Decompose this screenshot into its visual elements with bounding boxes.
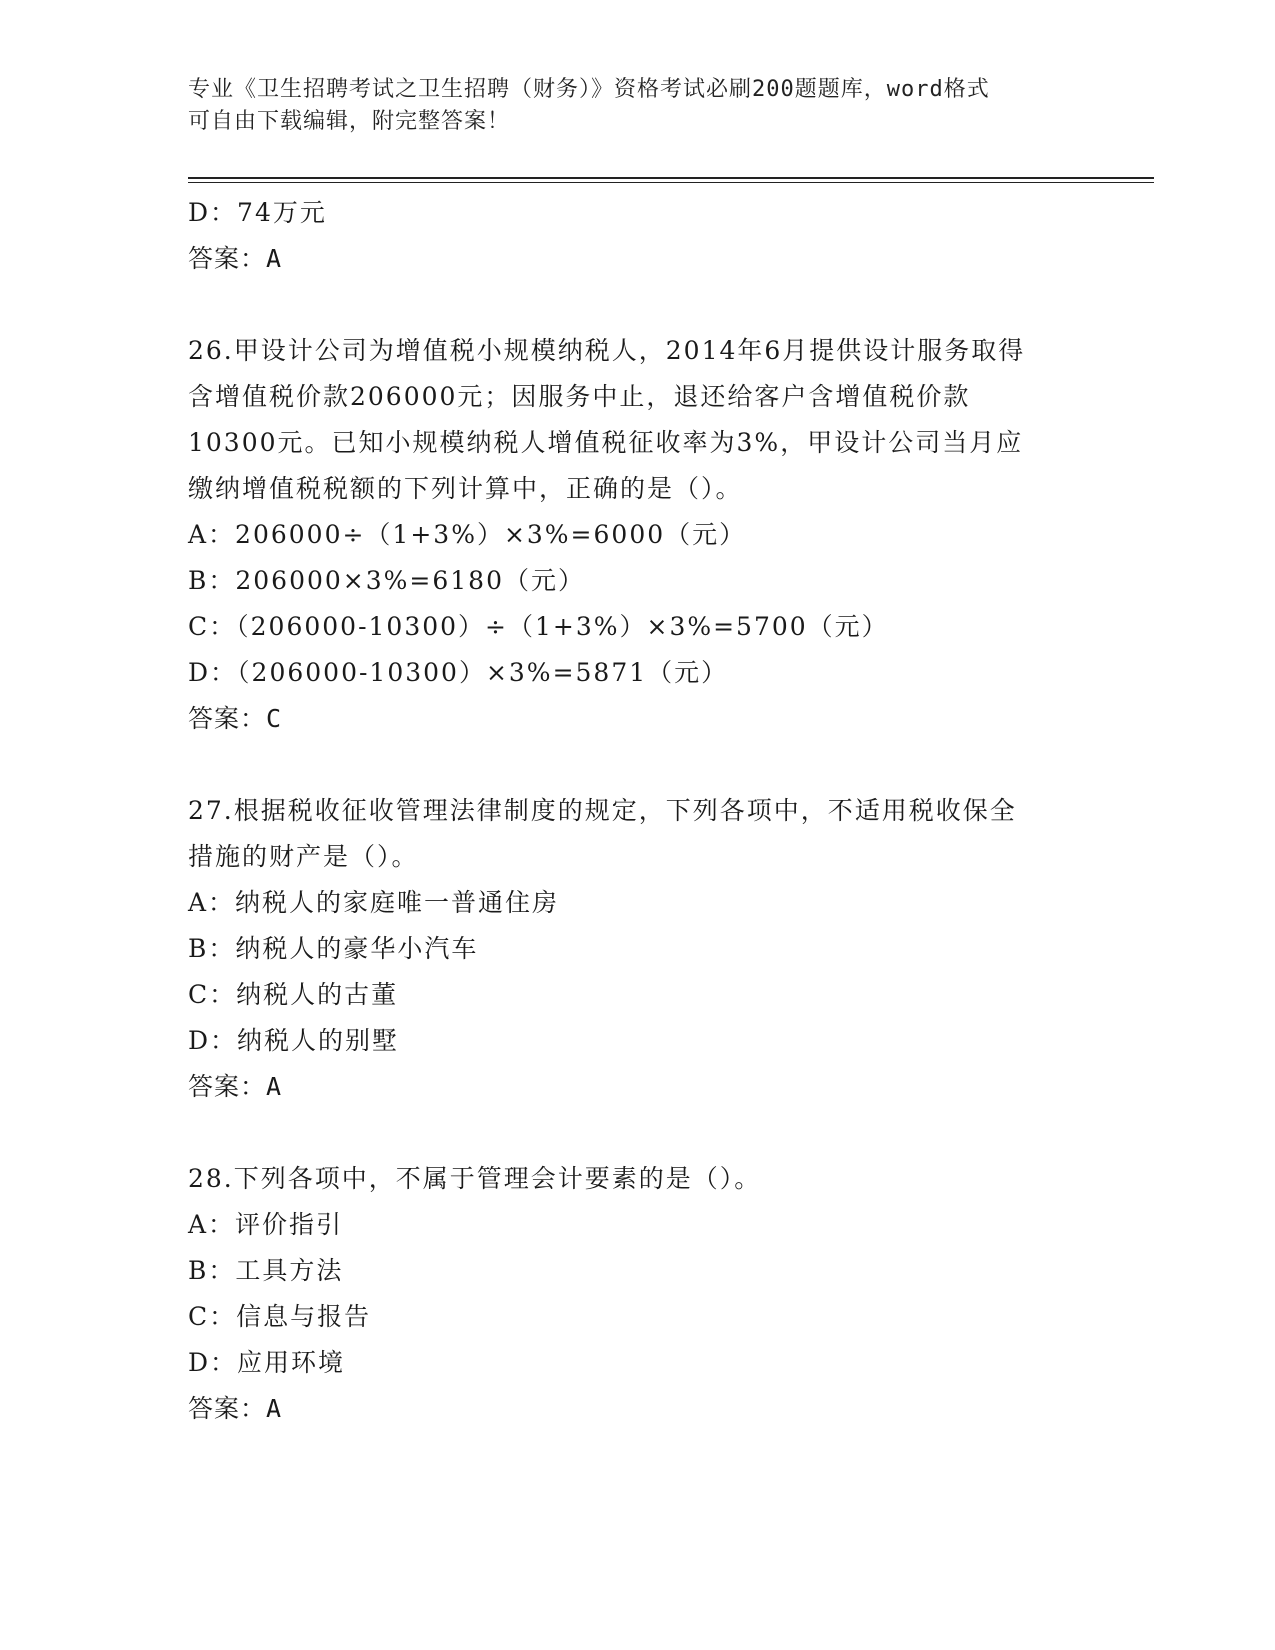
answer-line: 答案：A [188, 1072, 283, 1101]
option-c: C：信息与报告 [188, 1302, 372, 1331]
header-title-line-1: 专业《卫生招聘考试之卫生招聘（财务）》资格考试必刷200题题库，word格式 [188, 77, 990, 102]
question-stem-line: 26.甲设计公司为增值税小规模纳税人，2014年6月提供设计服务取得 [188, 336, 1026, 365]
header-divider-thin [188, 182, 1154, 183]
question-stem-line: 含增值税价款206000元；因服务中止，退还给客户含增值税价款 [188, 382, 971, 411]
question-27 [188, 788, 1108, 1110]
question-list [188, 190, 1108, 1432]
question-stem-line: 27.根据税收征收管理法律制度的规定，下列各项中，不适用税收保全 [188, 796, 1017, 825]
question-stem-line: 措施的财产是（）。 [188, 842, 419, 871]
option-c: C：（206000-10300）÷（1+3%）×3%=5700（元） [188, 612, 889, 641]
question-stem-line: 28.下列各项中，不属于管理会计要素的是（）。 [188, 1164, 762, 1193]
answer-line: 答案：A [188, 244, 283, 273]
option-d: D：（206000-10300）×3%=5871（元） [188, 658, 729, 687]
option-d: D：应用环境 [188, 1348, 346, 1377]
spacer [188, 742, 1108, 788]
question-28 [188, 1156, 1108, 1432]
page-header [188, 74, 1088, 138]
option-d: D：纳税人的别墅 [188, 1026, 400, 1055]
option-a: A：206000÷（1+3%）×3%=6000（元） [188, 520, 747, 549]
question-26 [188, 328, 1108, 742]
header-divider-thick [188, 177, 1154, 179]
question-stem-line: 缴纳增值税税额的下列计算中，正确的是（）。 [188, 474, 743, 503]
carryover-question [188, 190, 1108, 282]
spacer [188, 282, 1108, 328]
answer-line: 答案：C [188, 704, 283, 733]
question-stem-line: 10300元。已知小规模纳税人增值税征收率为3%，甲设计公司当月应 [188, 428, 1024, 457]
option-a: A：评价指引 [188, 1210, 344, 1239]
spacer [188, 1110, 1108, 1156]
option-a: A：纳税人的家庭唯一普通住房 [188, 888, 560, 917]
option-b: B：纳税人的豪华小汽车 [188, 934, 479, 963]
option-d: D：74万元 [188, 198, 327, 227]
option-b: B：工具方法 [188, 1256, 344, 1285]
option-b: B：206000×3%=6180（元） [188, 566, 585, 595]
answer-line: 答案：A [188, 1394, 283, 1423]
header-title-line-2: 可自由下载编辑，附完整答案！ [188, 109, 511, 134]
option-c: C：纳税人的古董 [188, 980, 399, 1009]
